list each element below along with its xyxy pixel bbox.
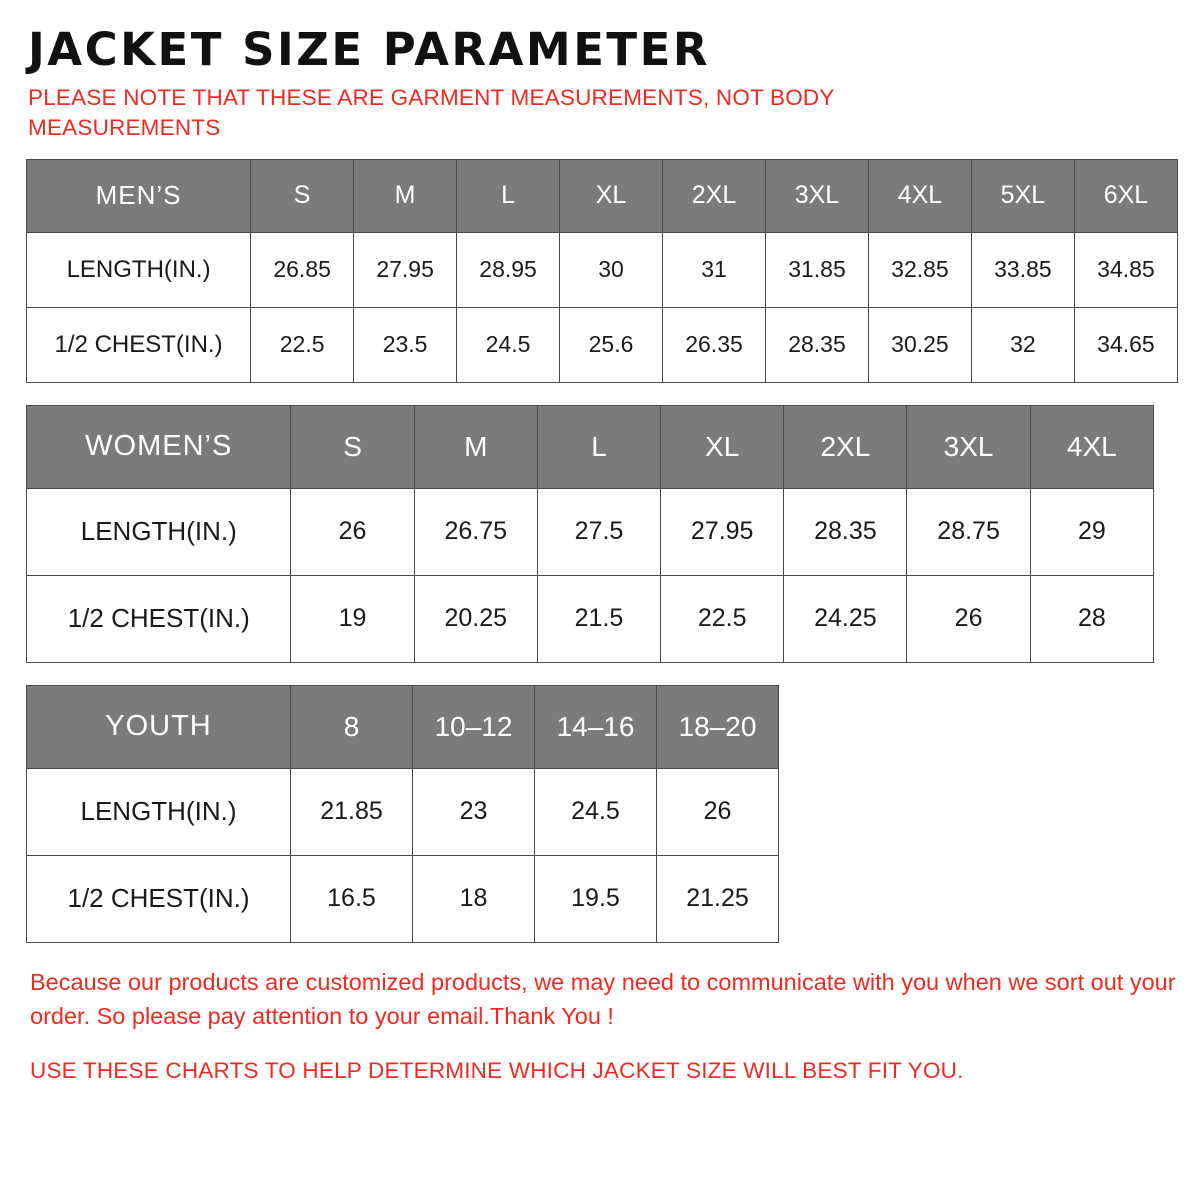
- table-cell: 22.5: [661, 575, 784, 662]
- mens-header-label: MEN’S: [27, 159, 251, 232]
- table-cell: 32: [971, 307, 1074, 382]
- table-cell: 27.5: [537, 488, 660, 575]
- womens-row-label-length: LENGTH(IN.): [27, 488, 291, 575]
- table-cell: 27.95: [354, 232, 457, 307]
- mens-row-label-length: LENGTH(IN.): [27, 232, 251, 307]
- table-cell: 29: [1030, 488, 1153, 575]
- table-cell: 26.75: [414, 488, 537, 575]
- customization-note: Because our products are customized products, we may need to communicate with you when we sort out your order. So please pay attention to your email.Thank You !: [30, 968, 1176, 1029]
- womens-header-size: 2XL: [784, 405, 907, 488]
- table-cell: 21.85: [291, 768, 413, 855]
- table-cell: 28.35: [765, 307, 868, 382]
- table-cell: 33.85: [971, 232, 1074, 307]
- youth-row-label-length: LENGTH(IN.): [27, 768, 291, 855]
- mens-size-table: [26, 159, 1178, 383]
- youth-header-size: 14–16: [535, 685, 657, 768]
- mens-header-size: XL: [560, 159, 663, 232]
- mens-header-size: L: [457, 159, 560, 232]
- mens-header-size: 6XL: [1074, 159, 1177, 232]
- table-cell: 24.5: [457, 307, 560, 382]
- mens-row-label-chest: 1/2 CHEST(IN.): [27, 307, 251, 382]
- table-cell: 19.5: [535, 855, 657, 942]
- womens-size-table: [26, 405, 1154, 663]
- table-cell: 23: [413, 768, 535, 855]
- table-cell: 19: [291, 575, 414, 662]
- mens-header-size: 5XL: [971, 159, 1074, 232]
- table-row: [27, 232, 1178, 307]
- womens-header-size: L: [537, 405, 660, 488]
- chart-usage-note: USE THESE CHARTS TO HELP DETERMINE WHICH JACKET SIZE WILL BEST FIT YOU.: [30, 1057, 964, 1083]
- table-cell: 34.85: [1074, 232, 1177, 307]
- womens-header-size: 3XL: [907, 405, 1030, 488]
- table-cell: 18: [413, 855, 535, 942]
- womens-header-size: 4XL: [1030, 405, 1153, 488]
- table-cell: 31.85: [765, 232, 868, 307]
- table-cell: 22.5: [251, 307, 354, 382]
- page-title: JACKET SIZE PARAMETER: [28, 23, 711, 76]
- womens-header-label: WOMEN’S: [27, 405, 291, 488]
- youth-header-size: 8: [291, 685, 413, 768]
- table-cell: 26: [907, 575, 1030, 662]
- table-header-row: [27, 685, 779, 768]
- table-cell: 21.5: [537, 575, 660, 662]
- mens-header-size: 3XL: [765, 159, 868, 232]
- table-cell: 21.25: [657, 855, 779, 942]
- table-row: [27, 768, 779, 855]
- table-row: [27, 855, 779, 942]
- table-cell: 26.35: [663, 307, 766, 382]
- table-cell: 28.35: [784, 488, 907, 575]
- table-cell: 32.85: [868, 232, 971, 307]
- table-cell: 28.75: [907, 488, 1030, 575]
- table-cell: 26.85: [251, 232, 354, 307]
- table-cell: 27.95: [661, 488, 784, 575]
- youth-header-size: 18–20: [657, 685, 779, 768]
- table-cell: 16.5: [291, 855, 413, 942]
- table-cell: 24.25: [784, 575, 907, 662]
- table-cell: 28.95: [457, 232, 560, 307]
- table-cell: 31: [663, 232, 766, 307]
- youth-header-size: 10–12: [413, 685, 535, 768]
- table-cell: 23.5: [354, 307, 457, 382]
- womens-header-size: S: [291, 405, 414, 488]
- table-cell: 26: [657, 768, 779, 855]
- table-cell: 34.65: [1074, 307, 1177, 382]
- womens-header-size: M: [414, 405, 537, 488]
- mens-header-size: 2XL: [663, 159, 766, 232]
- mens-header-size: 4XL: [868, 159, 971, 232]
- mens-header-size: S: [251, 159, 354, 232]
- table-cell: 26: [291, 488, 414, 575]
- table-header-row: [27, 405, 1154, 488]
- table-cell: 24.5: [535, 768, 657, 855]
- womens-header-size: XL: [661, 405, 784, 488]
- table-cell: 30: [560, 232, 663, 307]
- youth-size-table: [26, 685, 779, 943]
- table-row: [27, 488, 1154, 575]
- table-cell: 20.25: [414, 575, 537, 662]
- womens-row-label-chest: 1/2 CHEST(IN.): [27, 575, 291, 662]
- table-header-row: [27, 159, 1178, 232]
- mens-header-size: M: [354, 159, 457, 232]
- table-cell: 25.6: [560, 307, 663, 382]
- table-row: [27, 575, 1154, 662]
- table-cell: 30.25: [868, 307, 971, 382]
- youth-row-label-chest: 1/2 CHEST(IN.): [27, 855, 291, 942]
- table-cell: 28: [1030, 575, 1153, 662]
- youth-header-label: YOUTH: [27, 685, 291, 768]
- garment-measurement-note: PLEASE NOTE THAT THESE ARE GARMENT MEASUREMENTS, NOT BODY MEASUREMENTS: [28, 85, 835, 140]
- table-row: [27, 307, 1178, 382]
